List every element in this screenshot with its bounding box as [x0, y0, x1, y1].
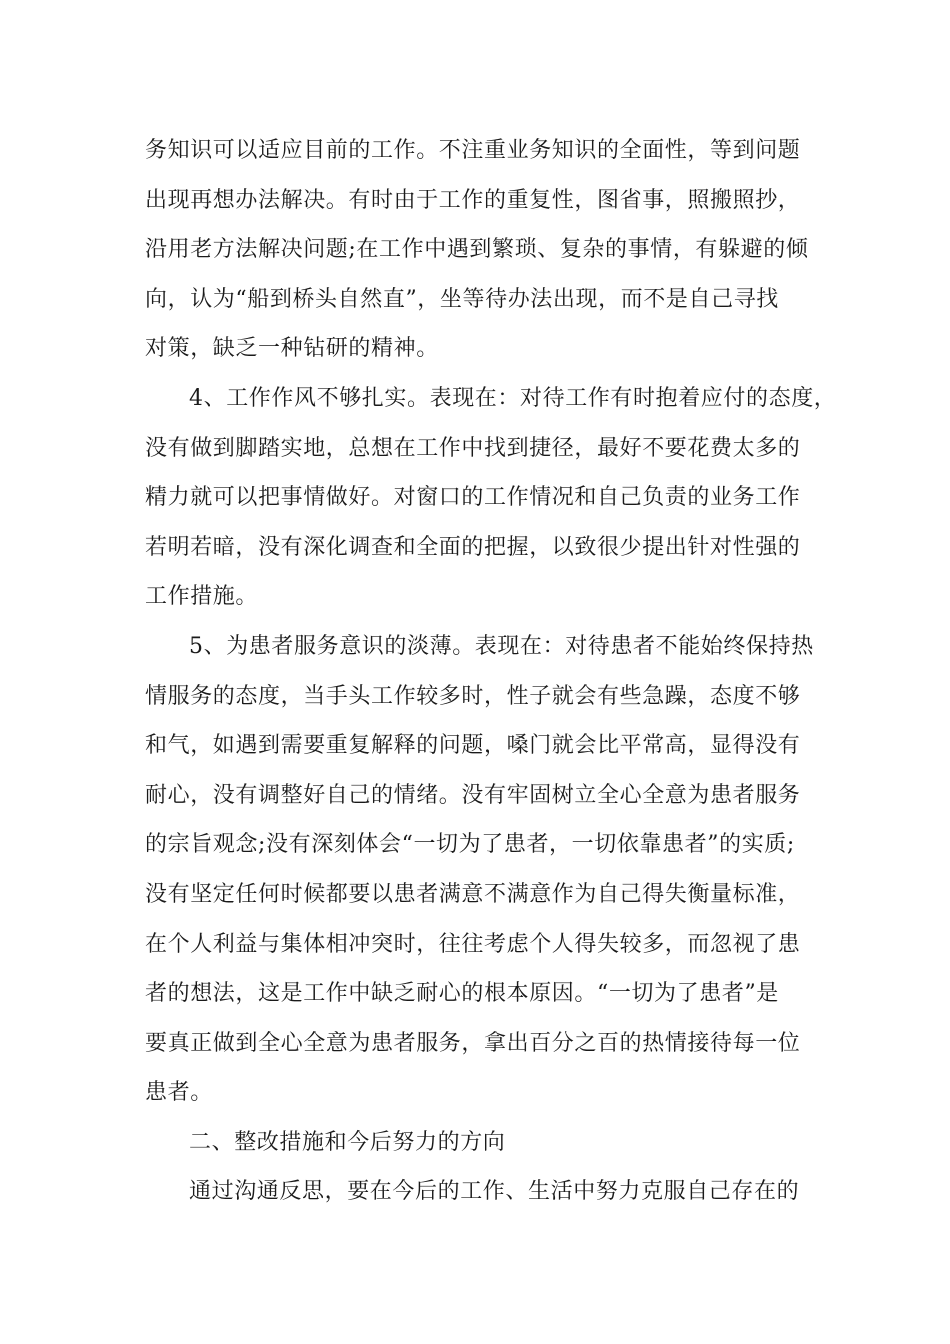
item-4-heading-line: 4、工作作风不够扎实。表现在：对待工作有时抱着应付的态度，: [189, 385, 837, 411]
text-line: 工作措施。: [145, 584, 259, 610]
text-line: 没有坚定任何时候都要以患者满意不满意作为自己得失衡量标准，: [145, 881, 801, 907]
text-line: 和气，如遇到需要重复解释的问题，嗓门就会比平常高，显得没有: [145, 733, 801, 759]
text-line: 出现再想办法解决。有时由于工作的重复性，图省事，照搬照抄，: [145, 187, 801, 213]
text-line: 耐心，没有调整好自己的情绪。没有牢固树立全心全意为患者服务: [145, 782, 801, 808]
section-heading: 二、整改措施和今后努力的方向: [189, 1129, 506, 1155]
text-line: 精力就可以把事情做好。对窗口的工作情况和自己负责的业务工作: [145, 485, 801, 511]
text-line: 没有做到脚踏实地，总想在工作中找到捷径，最好不要花费太多的: [145, 435, 801, 461]
text-line: 向，认为“船到桥头自然直”，坐等待办法出现，而不是自己寻找: [145, 286, 779, 312]
text-line: 患者。: [145, 1080, 213, 1106]
text-line: 要真正做到全心全意为患者服务，拿出百分之百的热情接待每一位: [145, 1030, 801, 1056]
text-line: 对策，缺乏一种钻研的精神。: [145, 336, 439, 362]
text-line: 在个人利益与集体相冲突时，往往考虑个人得失较多，而忽视了患: [145, 931, 801, 957]
text-line: 通过沟通反思，要在今后的工作、生活中努力克服自己存在的: [189, 1179, 800, 1205]
text-line: 沿用老方法解决问题;在工作中遇到繁琐、复杂的事情，有躲避的倾: [145, 237, 809, 263]
document-body: [145, 126, 837, 1217]
text-line: 者的想法，这是工作中缺乏耐心的根本原因。“一切为了患者”是: [145, 981, 779, 1007]
text-line: 若明若暗，没有深化调查和全面的把握，以致很少提出针对性强的: [145, 534, 801, 560]
item-5-heading-line: 5、为患者服务意识的淡薄。表现在：对待患者不能始终保持热: [189, 633, 814, 659]
text-line: 务知识可以适应目前的工作。不注重业务知识的全面性，等到问题: [145, 138, 801, 163]
text-line: 情服务的态度，当手头工作较多时，性子就会有些急躁，态度不够: [145, 683, 801, 709]
text-line: 的宗旨观念;没有深刻体会“一切为了患者，一切依靠患者”的实质;: [145, 832, 795, 858]
